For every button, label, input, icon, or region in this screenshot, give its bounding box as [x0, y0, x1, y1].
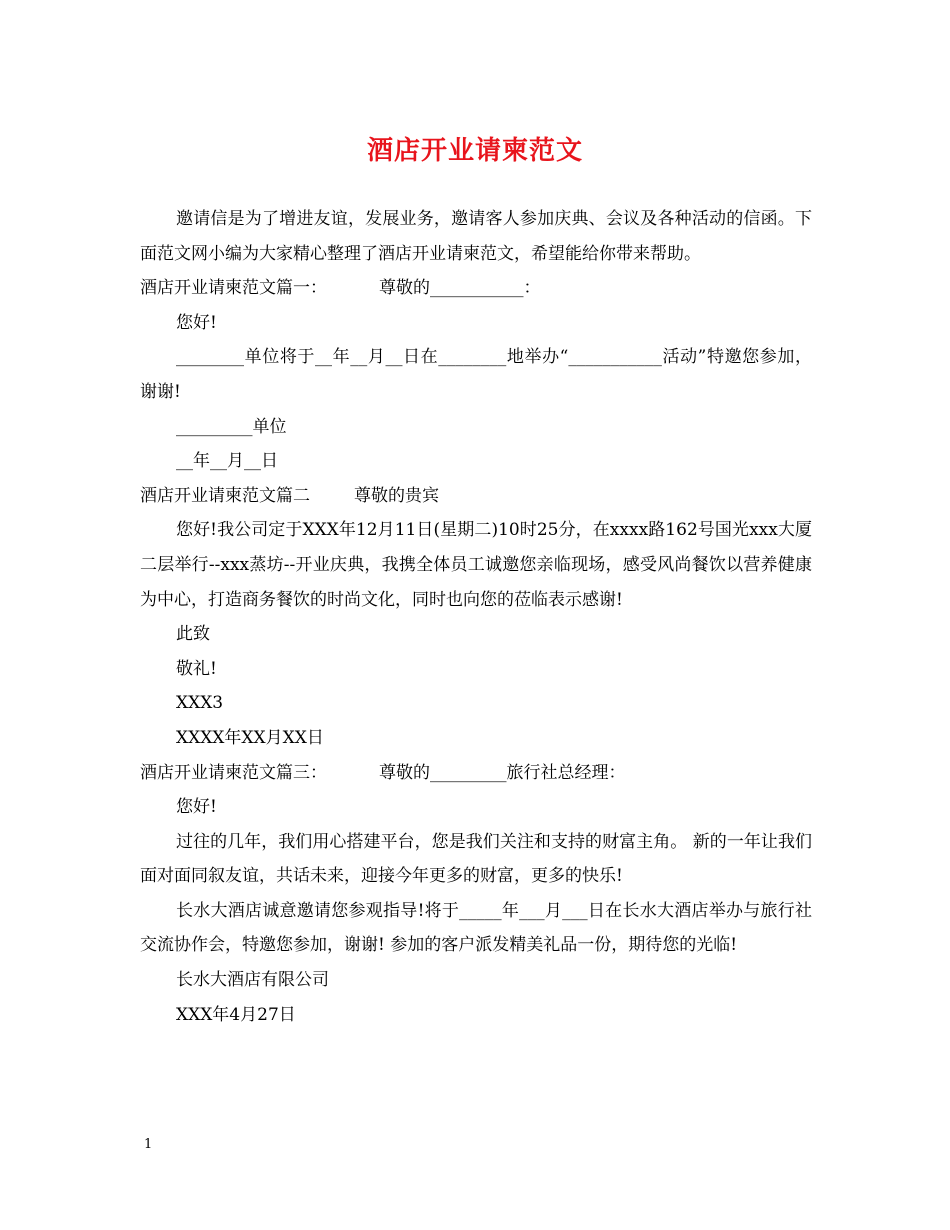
section2-date: XXXX年XX月XX日 — [176, 727, 324, 748]
section1-heading: 酒店开业请柬范文篇一： — [140, 278, 327, 299]
document-title: 酒店开业请柬范文 — [366, 136, 583, 166]
section3-salutation: 尊敬的_________旅行社总经理： — [379, 762, 626, 783]
section1-date: __年__月__日 — [176, 451, 278, 472]
section3-greeting: 您好! — [176, 797, 217, 818]
section1-heading-line — [140, 271, 812, 306]
section3-sign: 长水大酒店有限公司 — [176, 970, 329, 991]
section2-salutation: 尊敬的贵宾 — [354, 485, 439, 506]
page-number: 1 — [144, 1137, 153, 1152]
section2-heading-line — [140, 479, 812, 514]
intro-paragraph: 邀请信是为了增进友谊，发展业务，邀请客人参加庆典、会议及各种活动的信函。下面范文网小编为大家精心整理了酒店开业请柬范文，希望能给你带来帮助。 — [140, 209, 812, 264]
section2-heading: 酒店开业请柬范文篇二 — [140, 485, 310, 506]
section3-heading: 酒店开业请柬范文篇三： — [140, 762, 327, 783]
section3-date: XXX年4月27日 — [176, 1004, 296, 1025]
section1-salutation: 尊敬的___________： — [379, 278, 541, 299]
section2-closing1: 此致 — [176, 624, 210, 645]
document-body — [140, 202, 812, 1032]
section2-sign: XXX3 — [176, 693, 224, 714]
section1-body: ________单位将于__年__月__日在________地举办“___________活动”特邀您参加，谢谢! — [140, 347, 812, 402]
section2-body: 您好!我公司定于XXX年12月11日(星期二)10时25分，在xxxx路162号国光xxx大厦二层举行--xxx蒸坊--开业庆典，我携全体员工诚邀您亲临现场，感受风尚餐饮以营养健康为中心，打造商务餐饮的时尚文化，同时也向您的莅临表示感谢! — [140, 520, 812, 610]
section2-closing2: 敬礼! — [176, 658, 217, 679]
section3-heading-line — [140, 756, 812, 791]
section3-para1: 过往的几年，我们用心搭建平台，您是我们关注和支持的财富主角。 新的一年让我们面对面同叙友谊，共话未来，迎接今年更多的财富，更多的快乐! — [140, 831, 812, 887]
section1-greeting: 您好! — [176, 312, 217, 333]
section1-sign: _________单位 — [176, 416, 287, 437]
section3-para2: 长水大酒店诚意邀请您参观指导!将于_____年___月___日在长水大酒店举办与旅行社交流协作会，特邀您参加，谢谢! 参加的客户派发精美礼品一份，期待您的光临! — [140, 900, 812, 956]
